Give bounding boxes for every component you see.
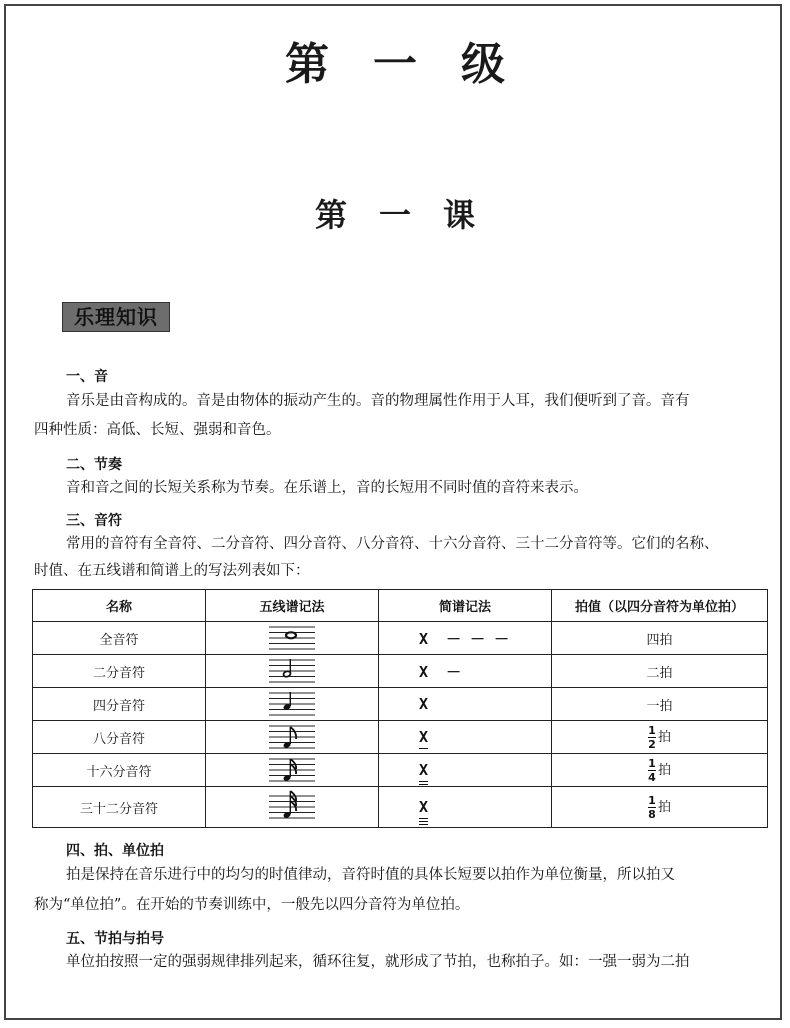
jianpu-cell [379,655,552,688]
staff-cell [206,721,379,754]
jianpu-note: X [419,695,429,713]
underline-mark [419,824,428,826]
table-header-beat: 拍值（以四分音符为单位拍） [552,590,768,622]
table-row [33,688,768,721]
underline-mark [419,748,428,750]
table-row [33,655,768,688]
staff-cell [206,754,379,787]
table-header-name: 名称 [33,590,206,622]
note-name: 八分音符 [33,721,206,754]
table-row [33,622,768,655]
jianpu-cell [379,688,552,721]
note-name: 二分音符 [33,655,206,688]
jianpu-note: X [419,728,429,746]
level-title: 第一级 [285,39,549,90]
beat-denominator: 8 [648,807,656,821]
thirty-second-note-icon [269,790,315,824]
beat-numerator: 1 [648,756,656,770]
beat-unit: 拍 [657,799,671,815]
paragraph-notes-line-2: 时值、在五线谱和简谱上的写法列表如下： [34,563,310,579]
beat-value: 一拍 [552,688,768,721]
beat-value: 二拍 [552,655,768,688]
note-name: 全音符 [33,622,206,655]
note-values-table [32,589,768,828]
paragraph-meter: 单位拍按照一定的强弱规律排列起来，循环往复，就形成了节拍，也称拍子。如：一强一弱为二拍 [66,954,690,970]
heading-meter: 五、节拍与拍号 [66,931,164,947]
beat-unit: 拍 [657,729,671,745]
jianpu-cell [379,622,552,655]
jianpu-note: X [419,798,429,816]
sixteenth-note-icon [269,756,315,784]
staff-cell [206,655,379,688]
lesson-title: 第一课 [314,196,507,234]
quarter-note-icon [269,690,315,718]
heading-notes: 三、音符 [66,513,122,529]
table-header-staff: 五线谱记法 [206,590,379,622]
jianpu-cell [379,721,552,754]
beat-value [552,787,768,828]
heading-rhythm: 二、节奏 [66,457,122,473]
beat-denominator: 2 [648,737,656,751]
beat-denominator: 4 [648,770,656,784]
underline-mark [419,818,428,820]
whole-note-icon [269,624,315,652]
paragraph-beat-line-1: 拍是保持在音乐进行中的均匀的时值律动，音符时值的具体长短要以拍作为单位衡量，所以拍又 [66,867,675,883]
jianpu-cell [379,754,552,787]
note-name: 三十二分音符 [33,787,206,828]
paragraph-notes-line-1: 常用的音符有全音符、二分音符、四分音符、八分音符、十六分音符、三十二分音符等。它们的名称、 [66,536,719,552]
heading-beat: 四、拍、单位拍 [66,843,164,859]
underline-mark [419,821,428,823]
staff-cell [206,688,379,721]
note-name: 十六分音符 [33,754,206,787]
eighth-note-icon [269,723,315,751]
underline-mark [419,781,428,783]
beat-value: 四拍 [552,622,768,655]
beat-numerator: 1 [648,793,656,807]
table-row [33,754,768,787]
paragraph-beat-line-2: 称为“单位拍”。在开始的节奏训练中，一般先以四分音符为单位拍。 [34,897,470,913]
jianpu-note: X [419,662,429,681]
table-header-jianpu: 简谱记法 [379,590,552,622]
table-row [33,721,768,754]
beat-value [552,754,768,787]
half-note-icon [269,657,315,685]
beat-numerator: 1 [648,723,656,737]
paragraph-sound-line-1: 音乐是由音构成的。音是由物体的振动产生的。音的物理属性作用于人耳，我们便听到了音。音有 [66,393,690,409]
underline-mark [419,784,428,786]
table-header-row [33,590,768,622]
jianpu-dashes: － － － [446,629,510,648]
note-name: 四分音符 [33,688,206,721]
jianpu-dashes: － [446,662,462,681]
paragraph-sound-line-2: 四种性质：高低、长短、强弱和音色。 [34,422,281,438]
jianpu-note: X [419,761,429,779]
staff-cell [206,622,379,655]
section-banner: 乐理知识 [62,302,170,332]
table-row [33,787,768,828]
beat-value [552,721,768,754]
staff-cell [206,787,379,828]
jianpu-cell [379,787,552,828]
heading-sound: 一、音 [66,369,108,385]
paragraph-rhythm: 音和音之间的长短关系称为节奏。在乐谱上，音的长短用不同时值的音符来表示。 [66,480,588,496]
beat-unit: 拍 [657,762,671,778]
jianpu-note: X [419,629,429,648]
